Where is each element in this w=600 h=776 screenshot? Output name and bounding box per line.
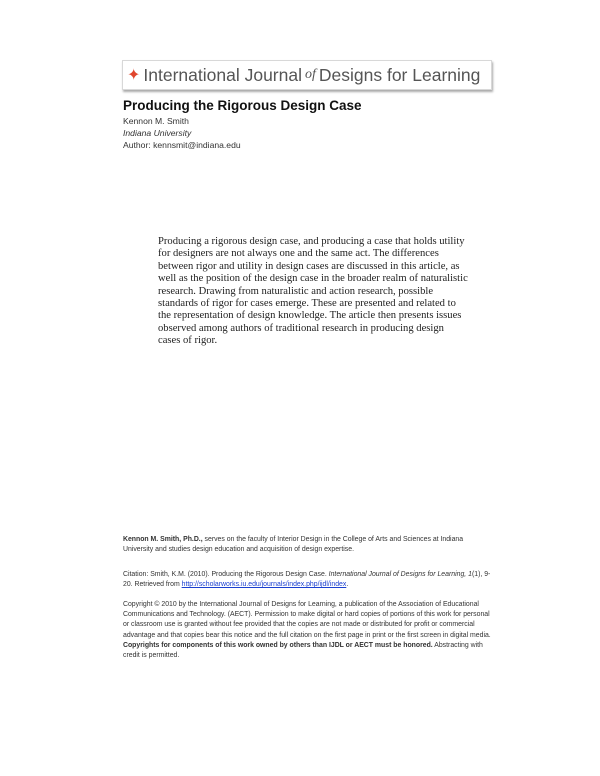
citation-journal: International Journal of Designs for Learning, bbox=[328, 571, 467, 578]
affiliation: Indiana University bbox=[123, 128, 192, 138]
citation bbox=[123, 570, 493, 590]
logo-text: International Journal bbox=[143, 64, 302, 85]
author-name: Kennon M. Smith bbox=[123, 116, 189, 126]
logo-of: of bbox=[304, 67, 316, 82]
abstract: Producing a rigorous design case, and producing a case that holds utility for designers are not always one and the same act. The differences between rigor and utility in design cases are discussed in this article, as well as the position of the design case in the broader realm of naturalistic research. Drawing from naturalistic and action research, possible standards of rigor for cases emerge. These are presented and related to the representation of design knowledge. The article then presents issues observed among authors of traditional research in producing design cases of rigor. bbox=[158, 236, 468, 347]
copyright-text: Copyright © 2010 by the International Journal of Designs for Learning, a publication of the Association of Educational Communications and Technology. (AECT). Permission to make digital or hard copies of portions of this work for personal or classroom use is granted without fee provided that the copies are not made or distributed for profit or commercial advantage and that copies bear this notice and the full citation on the first page in print or the first screen in digital media. bbox=[123, 601, 491, 639]
citation-rest: (1), 9-20. Retrieved from bbox=[123, 571, 491, 589]
citation-end: . bbox=[346, 581, 349, 589]
journal-logo bbox=[122, 60, 492, 90]
author-email: Author: kennsmit@indiana.edu bbox=[123, 140, 241, 150]
author-bio bbox=[123, 535, 493, 555]
citation-volume: 1 bbox=[466, 571, 472, 578]
copyright-end: Abstracting with credit is permitted. bbox=[123, 641, 483, 660]
bio-text: serves on the faculty of Interior Design in the College of Arts and Sciences at Indiana University and studies design education and acquisition of design expertise. bbox=[123, 536, 464, 554]
copyright bbox=[123, 600, 493, 661]
star-icon: ✦ bbox=[127, 67, 141, 84]
article-title: Producing the Rigorous Design Case bbox=[123, 98, 362, 113]
copyright-bold: Copyrights for components of this work owned by others than IJDL or AECT must be honored. bbox=[123, 641, 433, 649]
citation-link[interactable]: http://scholarworks.iu.edu/journals/index.php/ijdl/index bbox=[181, 581, 347, 589]
bio-name: Kennon M. Smith, Ph.D., bbox=[123, 536, 203, 543]
logo-text-2: Designs for Learning bbox=[318, 64, 481, 85]
citation-prefix: Citation: Smith, K.M. (2010). Producing the Rigorous Design Case. bbox=[123, 571, 329, 578]
